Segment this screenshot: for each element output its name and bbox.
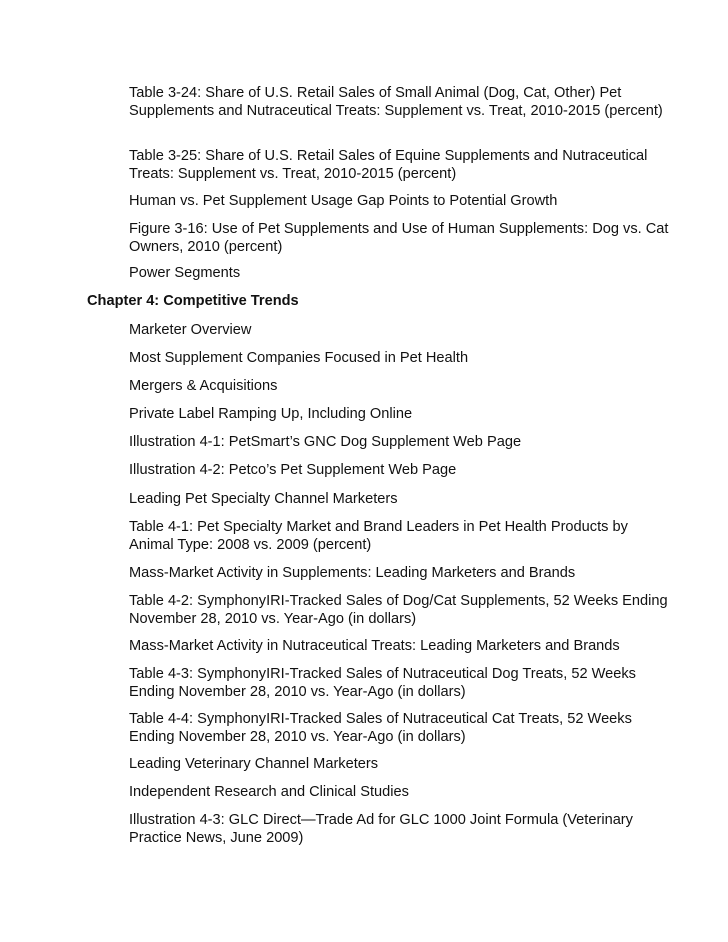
toc-entry-illustration-4-2: Illustration 4-2: Petco’s Pet Supplement Web Page: [129, 462, 457, 478]
toc-entry-table-4-2: Table 4-2: SymphonyIRI-Tracked Sales of Dog/Cat Supplements, 52 Weeks Ending November 28, 2010 vs. Year-Ago (in dollars): [129, 593, 668, 627]
toc-entry-table-3-25: Table 3-25: Share of U.S. Retail Sales of Equine Supplements and Nutraceutical Treats: Supplement vs. Treat, 2010-2015 (percent): [129, 148, 648, 182]
toc-entry-figure-3-16: Figure 3-16: Use of Pet Supplements and Use of Human Supplements: Dog vs. Cat Owners, 2010 (percent): [129, 221, 669, 255]
chapter-4-heading: Chapter 4: Competitive Trends: [87, 293, 299, 309]
toc-entry-supplement-companies: Most Supplement Companies Focused in Pet Health: [129, 350, 469, 366]
toc-entry-power-segments: Power Segments: [129, 265, 241, 281]
toc-entry-illustration-4-1: Illustration 4-1: PetSmart’s GNC Dog Supplement Web Page: [129, 434, 522, 450]
toc-entry-mergers-acquisitions: Mergers & Acquisitions: [129, 378, 278, 394]
toc-entry-independent-research: Independent Research and Clinical Studies: [129, 784, 409, 800]
toc-entry-usage-gap: Human vs. Pet Supplement Usage Gap Points to Potential Growth: [129, 193, 558, 209]
toc-entry-marketer-overview: Marketer Overview: [129, 322, 252, 338]
toc-entry-table-3-24: Table 3-24: Share of U.S. Retail Sales of Small Animal (Dog, Cat, Other) Pet Supplements and Nutraceutical Treats: Supplement vs. Treat, 2010-2015 (percent): [129, 85, 663, 119]
toc-entry-veterinary-marketers: Leading Veterinary Channel Marketers: [129, 756, 379, 772]
toc-entry-mass-market-supplements: Mass-Market Activity in Supplements: Leading Marketers and Brands: [129, 565, 576, 581]
toc-entry-pet-specialty-marketers: Leading Pet Specialty Channel Marketers: [129, 491, 398, 507]
toc-entry-table-4-4: Table 4-4: SymphonyIRI-Tracked Sales of Nutraceutical Cat Treats, 52 Weeks Ending November 28, 2010 vs. Year-Ago (in dollars): [129, 711, 632, 745]
toc-entry-mass-market-treats: Mass-Market Activity in Nutraceutical Treats: Leading Marketers and Brands: [129, 638, 620, 654]
toc-entry-private-label: Private Label Ramping Up, Including Online: [129, 406, 413, 422]
toc-entry-illustration-4-3: Illustration 4-3: GLC Direct—Trade Ad for GLC 1000 Joint Formula (Veterinary Practice News, June 2009): [129, 812, 633, 846]
toc-entry-table-4-1: Table 4-1: Pet Specialty Market and Brand Leaders in Pet Health Products by Animal Type: 2008 vs. 2009 (percent): [129, 519, 628, 553]
toc-entry-table-4-3: Table 4-3: SymphonyIRI-Tracked Sales of Nutraceutical Dog Treats, 52 Weeks Ending November 28, 2010 vs. Year-Ago (in dollars): [129, 666, 636, 700]
